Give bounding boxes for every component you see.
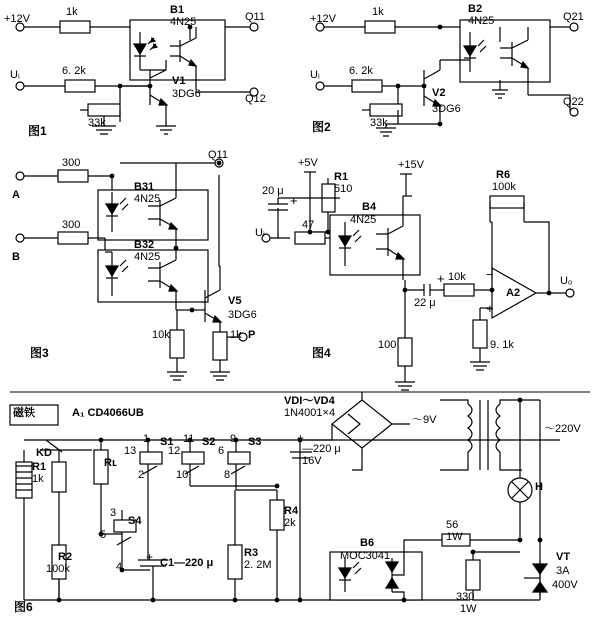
fig6-r4-label: R4 <box>284 505 299 517</box>
fig6-pin-6: 6 <box>218 445 225 457</box>
fig6-r2-label: R2 <box>58 551 73 563</box>
fig4-5v-label: +5V <box>298 157 318 169</box>
fig6-r330-w-label: 1W <box>460 603 477 615</box>
fig4-opto-label: B4 <box>362 201 377 213</box>
fig6-pin-4: 4 <box>116 561 123 573</box>
fig6-s4-label: S4 <box>128 515 142 527</box>
fig2-opto-label: B2 <box>468 3 483 15</box>
fig6-r3-label: R3 <box>244 547 259 559</box>
fig4-opto-type-label: 4N25 <box>350 214 377 226</box>
fig4-out-label: Uₒ <box>560 275 573 287</box>
fig6-pin-9: 9 <box>230 433 237 445</box>
fig4-r10k-label: 10k <box>448 271 466 283</box>
fig6-pin-12: 12 <box>168 445 181 457</box>
fig4-input-label: Uᵢ <box>255 227 265 239</box>
fig6-ic-label: A₁ CD4066UB <box>72 407 144 419</box>
fig3-opto-b-label: B32 <box>134 239 155 251</box>
fig2-r-top-label: 1k <box>372 6 384 18</box>
fig6-s3-label: S3 <box>248 436 262 448</box>
fig4-r1-label: R1 <box>334 171 349 183</box>
fig1-out-bottom-label: Q12 <box>245 93 266 105</box>
fig6-r2-val-label: 100k <box>46 563 70 575</box>
fig6-pin-5: 5 <box>100 529 107 541</box>
fig6-ac9-label: ～9V <box>412 414 437 426</box>
fig3-ra-label: 300 <box>62 157 81 169</box>
fig1-opto-type-label: 4N25 <box>170 16 197 28</box>
fig6-c1-label: C1—220 μ <box>160 557 214 569</box>
fig6-r1-label: R1 <box>32 461 47 473</box>
fig3-rbase-label: 10k <box>152 329 170 341</box>
fig4-cin-plus-sign: + <box>290 193 298 208</box>
fig6-b6-label: B6 <box>360 537 375 549</box>
fig6-rl-label: Rʟ <box>104 457 117 469</box>
fig1-rin-label: 6. 2k <box>62 65 86 77</box>
fig6-r330-label: 330 <box>456 591 475 603</box>
fig6-cap-plus-sign: + <box>297 431 305 445</box>
fig3-opto-a-label: B31 <box>134 181 155 193</box>
fig3-remitter-label: 1k <box>230 329 242 341</box>
fig4-r47-label: 47 <box>302 219 315 231</box>
fig6-r3-val-label: 2. 2M <box>244 559 272 571</box>
fig1-input-label: Uᵢ <box>10 69 20 81</box>
fig6-pin-1: 1 <box>143 433 150 445</box>
fig6-pin-8: 8 <box>224 469 231 481</box>
fig6-pin-13: 13 <box>124 445 137 457</box>
fig2-caption: 图2 <box>312 120 331 134</box>
fig3-in-a-label: A <box>12 189 20 201</box>
fig4-caption: 图4 <box>312 346 331 360</box>
fig4-15v-label: +15V <box>398 159 424 171</box>
fig6-r56-label: 56 <box>446 519 459 531</box>
fig6-kd-label: KD <box>36 447 52 459</box>
fig6-caption: 图6 <box>14 600 33 614</box>
fig1-caption: 图1 <box>28 124 47 138</box>
fig2-input-label: Uᵢ <box>310 69 320 81</box>
fig4-r100-label: 100 <box>378 339 397 351</box>
fig3-caption: 图3 <box>30 346 49 360</box>
fig3-tr-label: V5 <box>228 295 242 307</box>
fig6-pin-11: 11 <box>183 433 195 445</box>
fig6-pin-2: 2 <box>138 469 145 481</box>
fig2-opto-type-label: 4N25 <box>468 15 495 27</box>
fig1-opto-label: B1 <box>170 4 185 16</box>
fig4-opamp-label: A2 <box>506 287 521 299</box>
fig6-vt-i-label: 3A <box>556 565 570 577</box>
fig6-diodes-label: VDI～VD4 <box>284 395 335 407</box>
fig4-r6-label: R6 <box>496 169 511 181</box>
fig4-r6-val-label: 100k <box>492 181 516 193</box>
fig2-rin-label: 6. 2k <box>349 65 373 77</box>
fig2-tr-label: V2 <box>432 87 446 99</box>
fig6-lamp-label: H <box>535 481 543 493</box>
fig3-out-label: Q11 <box>208 149 228 161</box>
fig4-cap-plus-sign: + <box>437 271 445 286</box>
fig6-vt-label: VT <box>556 551 571 563</box>
fig6-b6-type-label: MOC3041 <box>340 550 391 562</box>
fig1-r-top-label: 1k <box>66 6 78 18</box>
fig3-in-b-label: B <box>12 251 20 263</box>
fig6-r1-val-label: 1k <box>32 473 44 485</box>
fig6-s1-label: S1 <box>160 436 174 448</box>
fig6-ac220-label: ～220V <box>544 423 581 435</box>
fig6-r4-val-label: 2k <box>284 517 296 529</box>
fig2-rbase-label: 33k <box>370 117 388 129</box>
fig6-magnet-label: 磁铁 <box>13 407 35 419</box>
fig4-noninverting-sign: + <box>486 301 494 316</box>
fig3-opto-a-type-label: 4N25 <box>134 193 161 205</box>
fig6-diode-type-label: 1N4001×4 <box>284 407 336 419</box>
fig6-pin-10: 10 <box>176 469 189 481</box>
fig6-cap-filter-label: —220 μ <box>302 443 341 455</box>
fig1-tr-type-label: 3DG6 <box>172 88 201 100</box>
fig1-supply-label: +12V <box>4 13 30 25</box>
fig1-out-top-label: Q11 <box>245 11 265 23</box>
fig4-r9k1-label: 9. 1k <box>490 339 514 351</box>
fig4-cin-label: 20 μ <box>262 185 284 197</box>
fig6-r56-w-label: 1W <box>446 531 463 543</box>
fig1-rbase-label: 33k <box>88 117 106 129</box>
fig3-rb-label: 300 <box>62 219 81 231</box>
fig6-cap-filter-v-label: 16V <box>302 455 322 467</box>
fig3-opto-b-type-label: 4N25 <box>134 251 161 263</box>
fig2-supply-label: +12V <box>310 13 336 25</box>
fig3-out-p-label: P <box>248 329 256 341</box>
fig6-vt-v-label: 400V <box>552 579 578 591</box>
fig4-c22-label: 22 μ <box>414 297 436 309</box>
fig3-tr-type-label: 3DG6 <box>228 309 257 321</box>
fig6-pin-3: 3 <box>110 507 117 519</box>
fig2-tr-type-label: 3DG6 <box>432 103 461 115</box>
fig4-inverting-sign: − <box>486 267 494 282</box>
fig4-r1-val-label: 510 <box>334 183 353 195</box>
fig6-c1-plus-sign: + <box>146 550 154 564</box>
fig6-s2-label: S2 <box>202 436 216 448</box>
fig2-out-top-label: Q21 <box>563 11 584 23</box>
fig2-out-bottom-label: Q22 <box>563 96 584 108</box>
fig1-tr-label: V1 <box>172 75 186 87</box>
